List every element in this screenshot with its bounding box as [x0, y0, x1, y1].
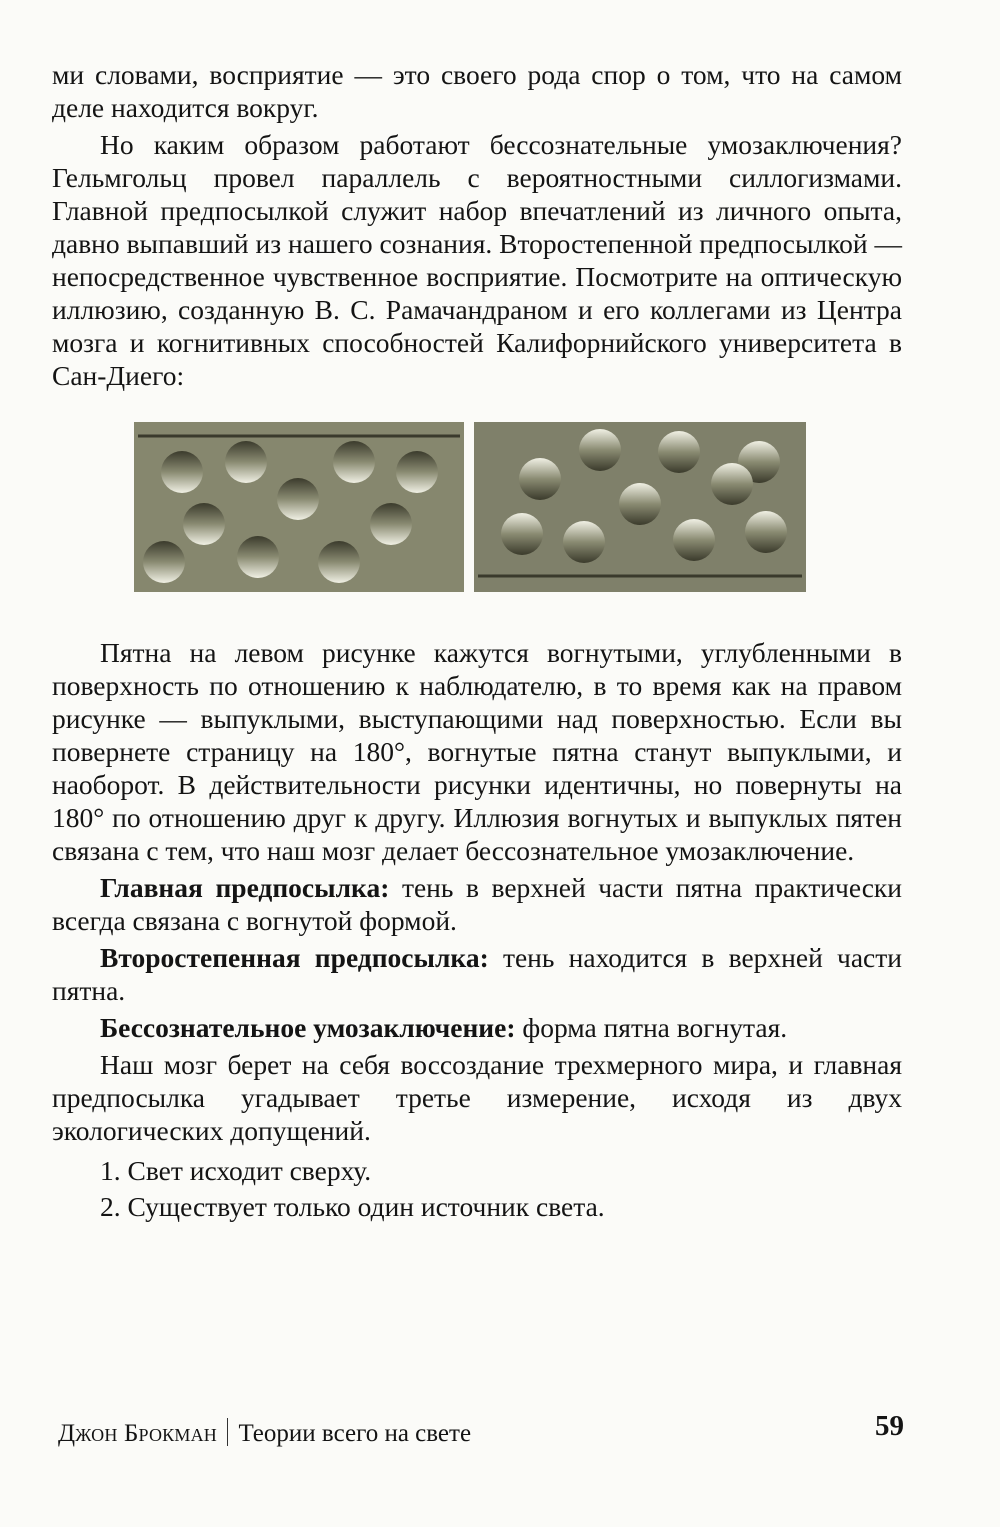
major-premise-label: Главная предпосылка:: [100, 872, 390, 903]
page-footer: [58, 1410, 904, 1448]
footer-book-title: Теории всего на свете: [238, 1420, 472, 1447]
footer-author: Джон Брокман: [58, 1420, 217, 1447]
minor-premise-label: Второстепенная предпосылка:: [100, 942, 489, 973]
footer-divider: [227, 1418, 229, 1446]
paragraph-3d-world: Наш мозг берет на себя воссоздание трехмерного мира, и главная предпосылка угадывает третье измерение, исходя из двух экологических допущений.: [52, 1049, 902, 1146]
minor-premise-text: тень находится в верхней части пятна.: [52, 942, 902, 1006]
paragraph-continuation: ми словами, восприятие — это своего рода спор о том, что на самом деле находится вокруг.: [52, 59, 902, 123]
page-body: [52, 58, 902, 1225]
list-item: 2. Существует только один источник света.: [100, 1191, 605, 1222]
paragraph-illusion-explanation: Пятна на левом рисунке кажутся вогнутыми, углубленными в поверхность по отношению к наблюдателю, в то время как на правом рисунке — выпуклыми, выступающими над поверхностью. Если вы повернете страницу на 180°, вогнутые пятна станут выпуклыми, и наоборот. В действительности рисунки идентичны, но повернуты на 180° по отношению друг к другу. Иллюзия вогнутых и выпуклых пятен связана с тем, что наш мозг делает бессознательное умозаключение.: [52, 637, 902, 866]
paragraph-major-premise: [52, 871, 902, 937]
paragraph-minor-premise: [52, 941, 902, 1007]
illusion-figure: [134, 422, 806, 592]
assumptions-list: [52, 1153, 902, 1225]
conclusion-label: Бессознательное умозаключение:: [100, 1012, 516, 1043]
page-number: 59: [875, 1410, 904, 1442]
conclusion-text: форма пятна вогнутая.: [515, 1012, 788, 1043]
list-item: 1. Свет исходит сверху.: [100, 1155, 372, 1186]
paragraph-conclusion: [52, 1011, 902, 1044]
right-plate-convex: [474, 422, 806, 592]
concave-convex-illusion-image: [134, 422, 806, 592]
left-plate-concave: [134, 422, 464, 592]
major-premise-text: тень в верхней части пятна практически всегда связана с вогнутой формой.: [52, 872, 903, 936]
paragraph-helmholtz: Но каким образом работают бессознательные умозаключения? Гельмгольц провел параллель с вероятностными силлогизмами. Главной предпосылкой служит набор впечатлений из личного опыта, давно выпавший из нашего сознания. Второстепенной предпосылкой — непосредственное чувственное восприятие. Посмотрите на оптическую иллюзию, созданную В. С. Рамачандраном и его коллегами из Центра мозга и когнитивных способностей Калифорнийского университета в Сан-Диего:: [52, 129, 902, 391]
